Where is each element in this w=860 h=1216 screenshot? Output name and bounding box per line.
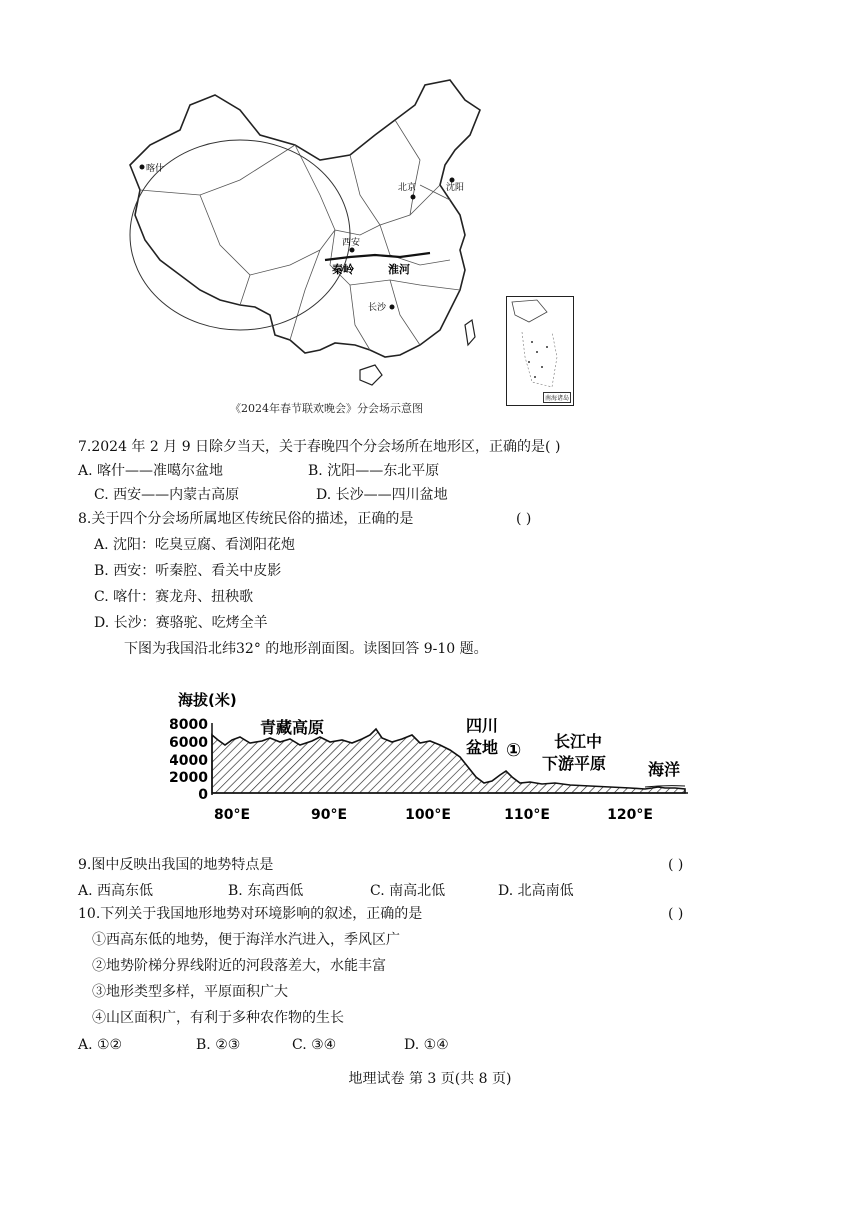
q7-option-a[interactable]: A. 喀什——准噶尔盆地: [78, 463, 224, 479]
plateau-label: 青藏高原: [260, 718, 325, 737]
hainan-island: [360, 365, 382, 385]
marker-1: ①: [506, 740, 522, 761]
ocean-label: 海洋: [648, 760, 681, 779]
inset-map: [507, 297, 573, 405]
xian-dot: [350, 248, 355, 253]
profile-intro: 下图为我国沿北纬32° 的地形剖面图。读图回答 9-10 题。: [124, 641, 488, 657]
q10-answer-paren[interactable]: ( ): [668, 906, 684, 922]
q8-stem: 8.关于四个分会场所属地区传统民俗的描述，正确的是: [78, 511, 414, 527]
plain-label-1: 长江中: [554, 732, 603, 751]
inset-tag: 南海诸岛: [543, 392, 571, 403]
taiwan-island: [465, 320, 475, 345]
q8-answer-paren[interactable]: ( ): [516, 511, 532, 527]
xtick-80e: 80°E: [213, 807, 251, 823]
q10-statement-3: ③地形类型多样，平原面积广大: [92, 984, 288, 1000]
q10-option-a[interactable]: A. ①②: [78, 1037, 123, 1053]
q9-option-a[interactable]: A. 西高东低: [78, 883, 154, 899]
q7-option-c[interactable]: C. 西安——内蒙古高原: [94, 487, 240, 503]
terrain-profile-shape: [212, 729, 685, 793]
sea-line: [645, 786, 685, 787]
q8-option-a[interactable]: A. 沈阳：吃臭豆腐、看浏阳花炮: [94, 537, 296, 553]
changsha-label: 长沙: [368, 303, 387, 313]
shenyang-label: 沈阳: [446, 183, 465, 193]
huaihe-label: 淮河: [388, 263, 410, 276]
kashgar-dot: [140, 165, 145, 170]
basin-label-2: 盆地: [466, 738, 499, 757]
ytick-4000: 4000: [170, 753, 208, 769]
q7-option-d[interactable]: D. 长沙——四川盆地: [316, 487, 448, 503]
q10-option-d[interactable]: D. ①④: [404, 1037, 449, 1053]
q8-option-c[interactable]: C. 喀什：赛龙舟、扭秧歌: [94, 589, 254, 605]
shenyang-dot: [450, 178, 455, 183]
terrain-profile: [170, 685, 700, 830]
ytick-2000: 2000: [170, 770, 208, 786]
profile-ylabel: 海拔(米): [178, 691, 237, 709]
q9-stem: 9.图中反映出我国的地势特点是: [78, 857, 274, 873]
xtick-100e: 100°E: [405, 807, 451, 823]
south-china-sea-inset: [506, 296, 574, 406]
plain-label-2: 下游平原: [542, 754, 607, 773]
q9-option-d[interactable]: D. 北高南低: [498, 883, 574, 899]
q9-option-c[interactable]: C. 南高北低: [370, 883, 446, 899]
xian-label: 西安: [342, 238, 361, 248]
kashgar-label: 喀什: [146, 164, 165, 174]
q9-answer-paren[interactable]: ( ): [668, 857, 684, 873]
q8-option-b[interactable]: B. 西安：听秦腔、看关中皮影: [94, 563, 282, 579]
beijing-label: 北京: [398, 183, 417, 193]
ytick-8000: 8000: [170, 717, 208, 733]
changsha-dot: [390, 305, 395, 310]
xtick-120e: 120°E: [607, 807, 653, 823]
xtick-90e: 90°E: [310, 807, 348, 823]
q9-option-b[interactable]: B. 东高西低: [228, 883, 304, 899]
q8-option-d[interactable]: D. 长沙：赛骆驼、吃烤全羊: [94, 615, 268, 631]
map-caption: 《2024年春节联欢晚会》分会场示意图: [230, 402, 423, 415]
ytick-0: 0: [198, 787, 208, 803]
q7-stem: 7.2024 年 2 月 9 日除夕当天，关于春晚四个分会场所在地形区，正确的是( ): [78, 439, 561, 455]
ytick-6000: 6000: [170, 735, 208, 751]
qinling-label: 秦岭: [332, 263, 354, 276]
beijing-dot: [411, 195, 416, 200]
q10-option-b[interactable]: B. ②③: [196, 1037, 241, 1053]
basin-label-1: 四川: [466, 716, 499, 735]
xtick-110e: 110°E: [504, 807, 550, 823]
q7-option-b[interactable]: B. 沈阳——东北平原: [308, 463, 440, 479]
q10-statement-4: ④山区面积广，有利于多种农作物的生长: [92, 1010, 344, 1026]
terrain-profile-figure: [170, 685, 700, 830]
q10-option-c[interactable]: C. ③④: [292, 1037, 337, 1053]
q10-statement-2: ②地势阶梯分界线附近的河段落差大，水能丰富: [92, 958, 386, 974]
page-footer: 地理试卷 第 3 页(共 8 页): [348, 1071, 512, 1087]
q10-statement-1: ①西高东低的地势，便于海洋水汽进入，季风区广: [92, 932, 400, 948]
q10-stem: 10.下列关于我国地形地势对环境影响的叙述，正确的是: [78, 906, 423, 922]
